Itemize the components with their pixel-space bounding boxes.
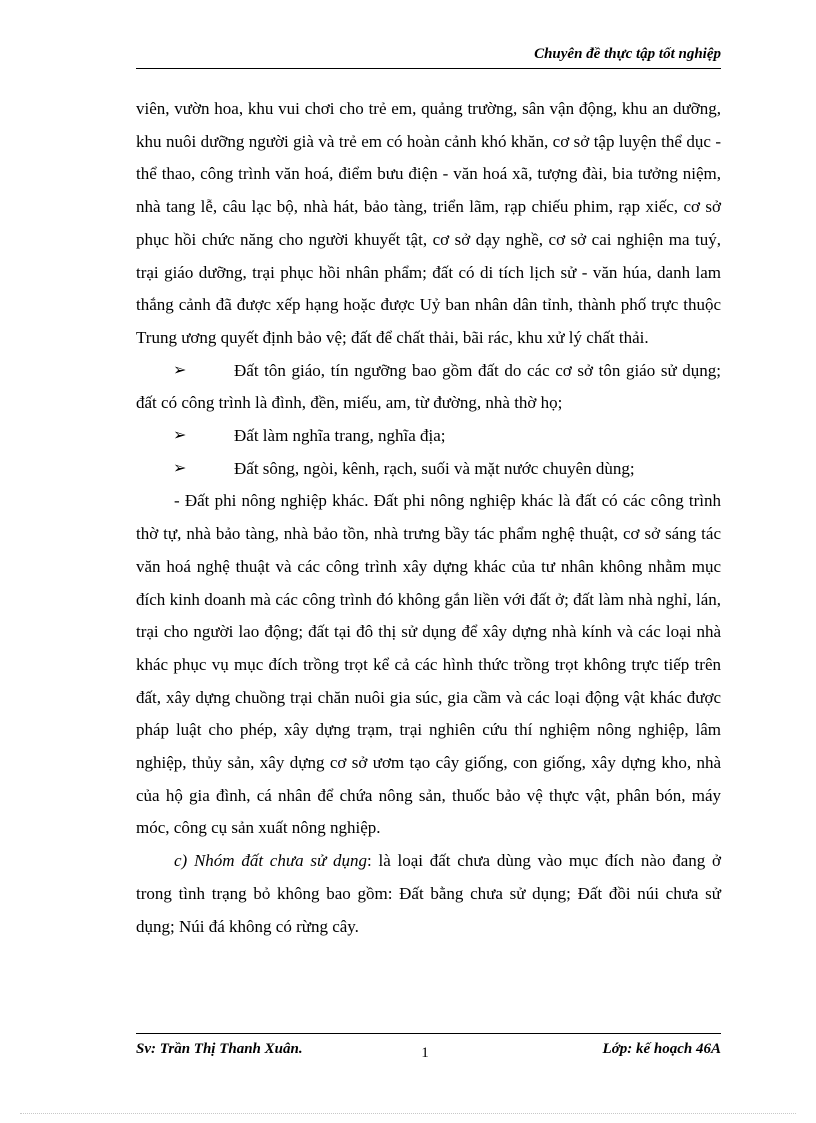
- footer-rule: [136, 1033, 721, 1034]
- page-body: [136, 93, 721, 943]
- arrow-bullet-icon: ➢: [173, 459, 187, 477]
- bullet-item-water-land: [136, 453, 721, 486]
- paragraph-text: : là loại đất chưa dùng vào mục đích nào đang ở trong tình trạng bỏ không bao gồm: Đất bằng chưa sử dụng; Đất đồi núi chưa sử dụng; Núi đá không có rừng cây.: [136, 851, 721, 936]
- bullet-text: Đất tôn giáo, tín ngưỡng bao gồm đất do các cơ sở tôn giáo sử dụng; đất có công trình là đình, đền, miếu, am, từ đường, nhà thờ họ;: [136, 360, 721, 413]
- footer-student-name: Sv: Trần Thị Thanh Xuân.: [136, 1041, 303, 1057]
- bullet-text: Đất sông, ngòi, kênh, rạch, suối và mặt nước chuyên dùng;: [234, 458, 635, 478]
- paragraph-unused-land: [136, 845, 721, 943]
- footer-class-name: Lớp: kế hoạch 46A: [602, 1041, 721, 1057]
- page-break-dotted-line: [20, 1113, 796, 1114]
- paragraph-continuation: viên, vườn hoa, khu vui chơi cho trẻ em, quảng trường, sân vận động, khu an dưỡng, khu nuôi dưỡng người già và trẻ em có hoàn cảnh khó khăn, cơ sở tập luyện thể dục - thể thao, công trình văn hoá, điểm bưu điện - văn hoá xã, tượng đài, bia tưởng niệm, nhà tang lễ, câu lạc bộ, nhà hát, bảo tàng, triển lãm, rạp chiếu phim, rạp xiếc, cơ sở phục hồi chức năng cho người khuyết tật, cơ sở dạy nghề, cơ sở cai nghiện ma tuý, trại giáo dưỡng, trại phục hồi nhân phẩm; đất có di tích lịch sử - văn húa, danh lam thắng cảnh đã được xếp hạng hoặc được Uỷ ban nhân dân tỉnh, thành phố trực thuộc Trung ương quyết định bảo vệ; đất để chất thải, bãi rác, khu xử lý chất thải.: [136, 99, 721, 347]
- section-heading-unused-land: c) Nhóm đất chưa sử dụng: [174, 851, 368, 871]
- running-header-title: Chuyên đề thực tập tốt nghiệp: [534, 46, 721, 62]
- page-number: 1: [421, 1045, 429, 1061]
- bullet-item-religious-land: [136, 355, 721, 420]
- header-rule: [136, 68, 721, 69]
- arrow-bullet-icon: ➢: [173, 361, 187, 379]
- paragraph-other-nonagricultural-land: - Đất phi nông nghiệp khác. Đất phi nông nghiệp khác là đất có các công trình thờ tự, nhà bảo tàng, nhà bảo tồn, nhà trưng bầy tác phẩm nghệ thuật, cơ sở sáng tác văn hoá nghệ thuật và các công trình xây dựng khác của tư nhân không nhằm mục đích kinh doanh mà các công trình đó không gắn liền với đất ở; đất làm nhà nghỉ, lán, trại cho người lao động; đất tại đô thị sử dụng để xây dựng nhà kính và các loại nhà khác phục vụ mục đích trồng trọt kể cả các hình thức trồng trọt không trực tiếp trên đất, xây dựng chuồng trại chăn nuôi gia súc, gia cầm và các loại động vật khác được pháp luật cho phép, xây dựng trạm, trại nghiên cứu thí nghiệm nông nghiệp, lâm nghiệp, thủy sản, xây dựng cơ sở ươm tạo cây giống, con giống, xây dựng kho, nhà của hộ gia đình, cá nhân để chứa nông sản, thuốc bảo vệ thực vật, phân bón, máy móc, công cụ sản xuất nông nghiệp.: [136, 491, 721, 838]
- bullet-item-cemetery-land: [136, 420, 721, 453]
- bullet-text: Đất làm nghĩa trang, nghĩa địa;: [234, 426, 446, 446]
- arrow-bullet-icon: ➢: [173, 427, 187, 445]
